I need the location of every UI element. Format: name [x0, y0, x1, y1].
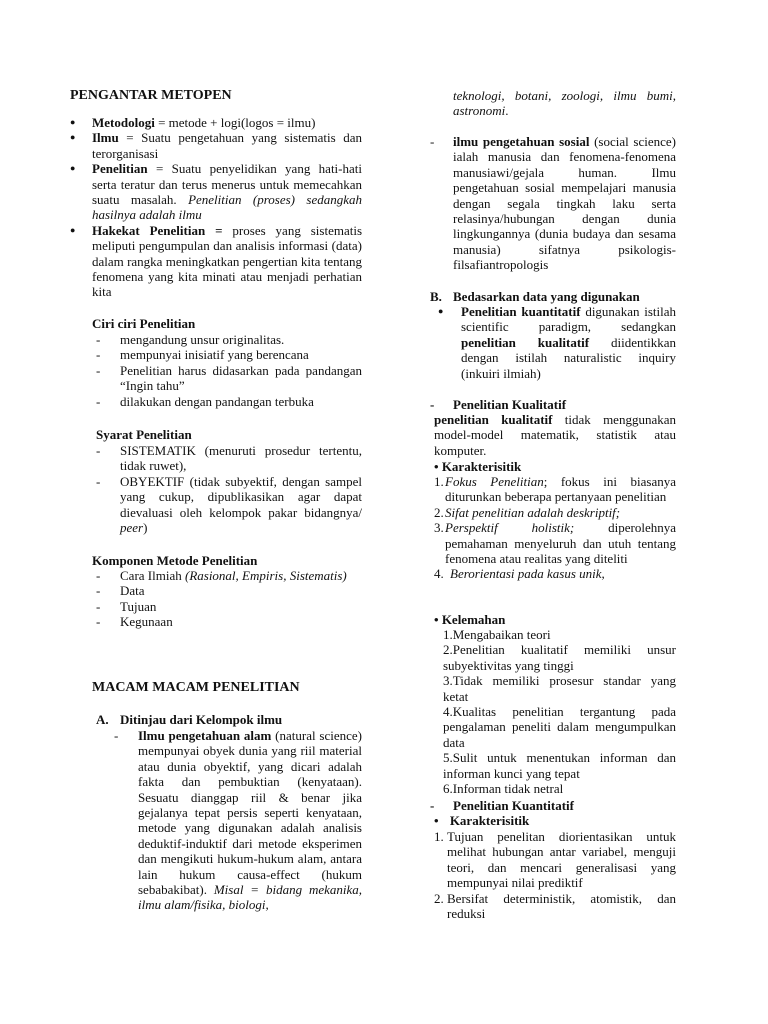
- list-item: [434, 891, 676, 922]
- ciri-heading: Ciri ciri Penelitian: [92, 316, 196, 331]
- definition-item: [68, 223, 362, 300]
- definition-term: Penelitian: [92, 161, 148, 177]
- list-item: [430, 134, 676, 273]
- item-number: 1.: [434, 829, 444, 844]
- kualitatif-intro: [434, 412, 676, 458]
- list-item-text: dilakukan dengan pandangan terbuka: [120, 393, 314, 409]
- small-bullet-icon: •: [434, 612, 439, 627]
- list-item: [434, 474, 676, 505]
- list-item: [114, 728, 362, 913]
- item-term-2: penelitian kualitatif: [461, 334, 590, 350]
- list-item: [434, 520, 676, 566]
- continuation-tail: .: [505, 103, 509, 119]
- list-item: [434, 829, 676, 891]
- karakteristik-heading: [434, 459, 521, 474]
- bullet-icon: ●: [70, 117, 76, 127]
- list-item: [96, 443, 362, 474]
- item-term: Ilmu pengetahuan alam: [138, 728, 272, 743]
- dash-marker: -: [114, 728, 119, 743]
- item-italic: Sifat penelitian adalah deskriptif;: [445, 504, 621, 520]
- komponen-heading: Komponen Metode Penelitian: [92, 553, 258, 568]
- section-a-label: A.: [96, 712, 109, 727]
- list-item-tail: ): [143, 520, 148, 536]
- item-text: ; fokus ini biasanya diturunkan beberapa pertanyaan penelitian: [445, 474, 676, 505]
- section-b-heading: [430, 289, 676, 304]
- item-text: digunakan istilah scientific paradigm, sedangkan: [461, 304, 676, 335]
- list-item: [96, 363, 362, 394]
- dash-marker: -: [96, 443, 101, 458]
- list-item-text: Cara Ilmiah: [120, 568, 185, 583]
- item-text: Tujuan penelitan diorientasikan untuk melihat hubungan antar variabel, menguji teori, dan mencari generalisasi yang mempunyai nilai prediktif: [447, 829, 676, 891]
- dash-marker: -: [96, 614, 101, 630]
- item-number: 2.: [434, 890, 444, 906]
- list-item-text: SISTEMATIK (menuruti prosedur tertentu, tidak ruwet),: [120, 443, 362, 474]
- list-item: 5.Sulit untuk menentukan informan dan informan kunci yang tepat: [443, 750, 676, 781]
- definition-term: Ilmu: [92, 130, 119, 146]
- kualitatif-heading: [430, 397, 676, 412]
- item-number: 2.: [434, 504, 444, 520]
- page-title: PENGANTAR METOPEN: [70, 88, 232, 103]
- kualitatif-title: Penelitian Kualitatif: [453, 397, 567, 412]
- item-italic: Berorientasi pada kasus unik,: [450, 566, 605, 582]
- dash-marker: -: [96, 583, 101, 599]
- kuantitatif-heading: [430, 798, 676, 813]
- list-item-italic: (Rasional, Empiris, Sistematis): [184, 568, 347, 583]
- syarat-list: [96, 443, 362, 535]
- list-item: 2.Penelitian kualitatif memiliki unsur subyektivitas yang tinggi: [443, 642, 676, 673]
- list-item: [96, 474, 362, 536]
- list-item-italic: peer: [120, 520, 144, 536]
- small-bullet-icon: •: [434, 459, 439, 474]
- list-item: [96, 599, 362, 614]
- list-item: [96, 583, 362, 598]
- bullet-icon: ●: [70, 224, 76, 235]
- item-italic: Fokus Penelitian: [445, 474, 544, 489]
- list-item: 6.Informan tidak netral: [443, 781, 564, 797]
- item-term: Penelitian kuantitatif: [461, 304, 581, 319]
- continuation-text: [453, 88, 676, 119]
- definition-text: = metode + logi(logos = ilmu): [154, 115, 316, 130]
- item-number: 4.: [434, 566, 444, 582]
- definition-item: [68, 115, 362, 130]
- dash-marker: -: [96, 473, 101, 489]
- dash-marker: -: [96, 568, 101, 583]
- definition-item: [68, 161, 362, 223]
- small-bullet-icon: •: [434, 813, 439, 828]
- item-text-2: diidentikkan dengan istilah naturalistic inquiry (inkuiri ilmiah): [461, 334, 676, 381]
- dash-marker: -: [96, 347, 101, 363]
- item-italic: Misal = bidang mekanika, ilmu alam/fisika, biologi,: [138, 882, 362, 913]
- list-item: 3.Tidak memiliki prosesur standar yang ketat: [443, 673, 676, 704]
- komponen-list: [96, 568, 362, 630]
- dash-marker: -: [96, 598, 101, 614]
- definition-text: = Suatu pengetahuan yang sistematis dan terorganisasi: [92, 130, 362, 161]
- item-number: 1.: [434, 474, 444, 489]
- kuantitatif-karak-heading: [434, 813, 529, 828]
- definition-text: = Suatu penyelidikan yang hati-hati serta teratur dan terus menerus untuk memecahkan suatu masalah.: [92, 161, 362, 208]
- list-item-text: Penelitian harus didasarkan pada pandangan “Ingin tahu”: [120, 362, 362, 394]
- section-a-item: [114, 728, 362, 913]
- kelemahan-list: [443, 627, 676, 796]
- item-term: ilmu pengetahuan sosial: [453, 134, 590, 149]
- karakteristik-title: Karakterisitik: [449, 813, 530, 828]
- list-item-text: mengandung unsur originalitas.: [120, 332, 285, 347]
- list-item: [96, 347, 362, 362]
- sosial-item: [430, 134, 676, 273]
- item-italic: Perspektif holistik;: [445, 520, 575, 536]
- list-item: [438, 304, 676, 381]
- item-text: Bersifat deterministik, atomistik, dan reduksi: [447, 890, 676, 922]
- kelemahan-heading: [434, 612, 505, 627]
- list-item: [96, 332, 362, 347]
- list-item-text: mempunyai inisiatif yang berencana: [120, 347, 309, 363]
- section-a-title: Ditinjau dari Kelompok ilmu: [120, 712, 283, 727]
- list-item-text: Kegunaan: [120, 614, 173, 630]
- list-item: [434, 566, 676, 581]
- bullet-icon: ●: [70, 132, 76, 143]
- list-item: [96, 394, 362, 409]
- list-item: [96, 614, 362, 629]
- definition-italic: Penelitian (proses) sedangkah hasilnya adalah ilmu: [92, 192, 362, 223]
- section-b-item: [438, 304, 676, 381]
- item-text: diperolehnya pemahaman menyeluruh dan utuh tentang fenomena atau realitas yang diteliti: [445, 520, 676, 567]
- section-b-label: B.: [430, 289, 442, 304]
- continuation-italic: teknologi, botani, zoologi, ilmu bumi, astronomi: [453, 88, 676, 119]
- dash-marker: -: [430, 134, 435, 149]
- syarat-heading: Syarat Penelitian: [96, 427, 192, 442]
- kuantitatif-title: Penelitian Kuantitatif: [453, 798, 574, 813]
- list-item-text: Tujuan: [120, 598, 157, 614]
- list-item: [96, 568, 362, 583]
- list-item-text: OBYEKTIF (tidak subyektif, dengan sampel yang cukup, dipublikasikan agar dapat dievaluasi oleh kelompok pakar bidangnya/: [120, 473, 362, 520]
- item-number: 3.: [434, 520, 444, 536]
- kuantitatif-list: [434, 829, 676, 921]
- section-title: MACAM MACAM PENELITIAN: [92, 680, 300, 695]
- list-item: 1.Mengabaikan teori: [443, 627, 551, 642]
- definition-term: Metodologi: [92, 115, 155, 130]
- bullet-icon: ●: [438, 306, 444, 316]
- dash-marker: -: [430, 397, 435, 412]
- definition-list: [68, 115, 362, 300]
- list-item: 4.Kualitas penelitian tergantung pada pengalaman peneliti dalam mengumpulkan data: [443, 704, 676, 750]
- definition-text: proses yang sistematis meliputi pengumpulan dan analisis informasi (data) dalam rangka meningkatkan pengertian kita tentang fenomena yang kita minati atau menjadi perhatian kita: [92, 222, 363, 300]
- definition-item: [68, 130, 362, 161]
- list-item: [434, 505, 676, 520]
- ciri-list: [96, 332, 362, 409]
- dash-marker: -: [96, 332, 101, 347]
- intro-text: tidak menggunakan model-model matematik, statistik atau komputer.: [434, 412, 676, 458]
- karakteristik-list: [434, 474, 676, 582]
- bullet-icon: ●: [70, 163, 76, 174]
- intro-term: penelitian kualitatif: [434, 412, 553, 427]
- item-text: (social science) ialah manusia dan fenomena-fenomena manusiawi/gejala human. Ilmu pengetahuan sosial mempelajari manusia dengan segala tingkah laku serta relasinya/hubungan dengan dunia lingkungannya (dunia budaya dan sesama manusia) sifatnya psikologis-filsafiantropologis: [453, 134, 676, 273]
- dash-marker: -: [96, 362, 101, 378]
- section-b-title: Bedasarkan data yang digunakan: [453, 289, 640, 304]
- item-text: (natural science) mempunyai obyek dunia yang riil material atau dunia obyektif, yang dicari adalah fakta dan pembuktian (kenyataan). Sesuatu dianggap riil & benar jika gejalanya tepat persis seperti kenyataan, metode yang digunakan adalah analisis deduktif-induktif dari metode eksperimen dan mengikuti hukum-hukum alam, antara lain hukum causa-effect (hukum sebabakibat).: [138, 728, 362, 898]
- definition-term: Hakekat Penelitian =: [92, 222, 223, 238]
- dash-marker: -: [430, 798, 435, 813]
- list-item-text: Data: [120, 583, 145, 599]
- kelemahan-title: Kelemahan: [441, 612, 506, 627]
- dash-marker: -: [96, 393, 101, 409]
- karakteristik-title: Karakterisitik: [441, 459, 522, 474]
- section-a-heading: [96, 712, 362, 727]
